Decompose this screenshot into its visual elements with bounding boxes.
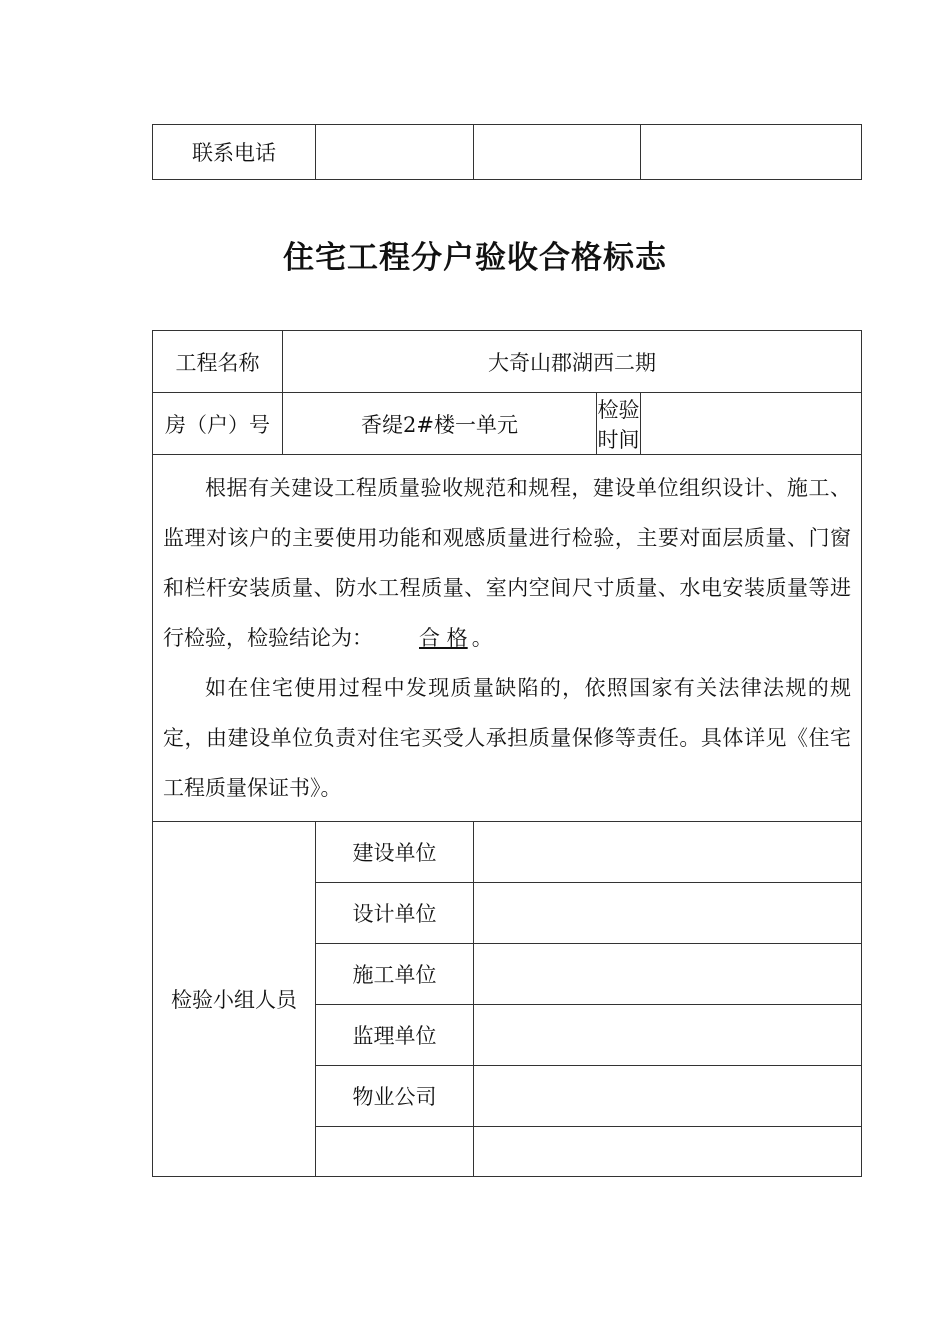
inspection-time-value[interactable] [641,393,862,455]
member-role: 建设单位 [316,822,474,883]
statement-paragraph-2: 如在住宅使用过程中发现质量缺陷的，依照国家有关法律法规的规定，由建设单位负责对住宅买受人承担质量保修等责任。具体详见《住宅工程质量保证书》。 [163,676,852,800]
contact-phone-cell[interactable] [316,125,474,180]
member-signature[interactable] [474,883,862,944]
member-role [316,1127,474,1177]
project-name-value[interactable]: 大奇山郡湖西二期 [283,331,862,393]
acceptance-form [152,330,862,1177]
project-name-label: 工程名称 [153,331,283,393]
unit-number-value[interactable]: 香缇2#楼一单元 [283,393,597,455]
member-signature[interactable] [474,944,862,1005]
member-role: 监理单位 [316,1005,474,1066]
member-signature[interactable] [474,1066,862,1127]
contact-phone-cell[interactable] [474,125,641,180]
contact-table [152,124,862,180]
contact-phone-cell[interactable] [641,125,862,180]
statement-end: 。 [471,626,493,650]
page-title: 住宅工程分户验收合格标志 [283,240,667,276]
statement-text: 根据有关建设工程质量验收规范和规程，建设单位组织设计、施工、监理对该户的主要使用功能和观感质量进行检验，主要对面层质量、门窗和栏杆安装质量、防水工程质量、室内空间尺寸质量、水电安装质量等进行检验，检验结论为： [163,476,852,650]
member-role: 施工单位 [316,944,474,1005]
member-signature[interactable] [474,1127,862,1177]
unit-number-label: 房（户）号 [153,393,283,455]
statement-paragraph-1 [163,463,851,663]
member-role: 设计单位 [316,883,474,944]
conclusion-value[interactable]: 合 格 [419,626,468,650]
contact-phone-label: 联系电话 [153,125,316,180]
statement-cell [153,455,862,822]
member-role: 物业公司 [316,1066,474,1127]
member-signature[interactable] [474,1005,862,1066]
inspection-time-label: 检验时间 [597,393,641,455]
inspection-group-label: 检验小组人员 [153,822,316,1177]
member-signature[interactable] [474,822,862,883]
